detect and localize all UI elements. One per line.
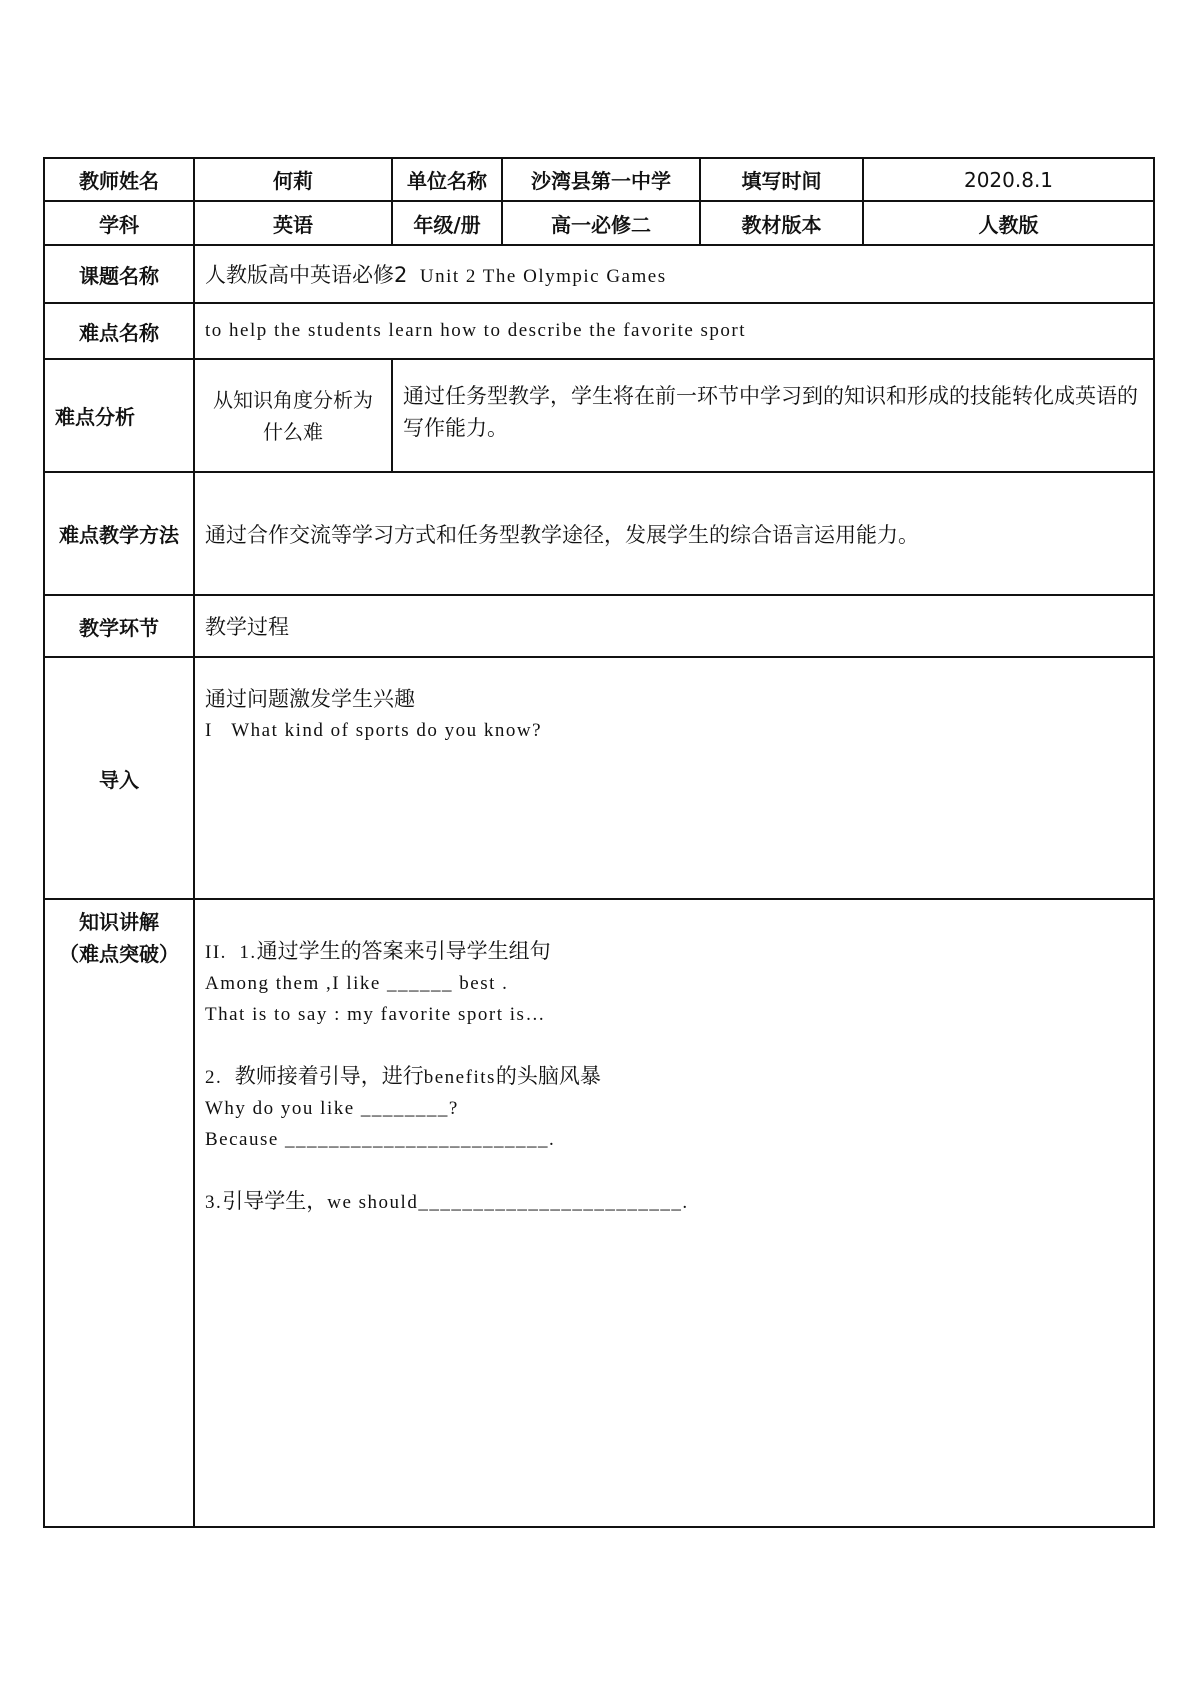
step3-heading: [205, 1186, 1143, 1218]
analysis-sub-label-line1: 从知识角度分析为: [213, 387, 373, 412]
spacer: [205, 1030, 1143, 1061]
step1-line-2: That is to say : my favorite sport is…: [205, 1004, 546, 1025]
intro-label: 导入: [44, 657, 194, 899]
date-label: 填写时间: [700, 158, 863, 201]
method-content: 通过合作交流等学习方式和任务型教学途径，发展学生的综合语言运用能力。: [194, 472, 1154, 595]
grade-label: 年级/册: [392, 201, 502, 245]
method-row: [44, 472, 1154, 595]
edition-label: 教材版本: [700, 201, 863, 245]
analysis-sub-label: [194, 359, 392, 472]
lesson-plan-table: [43, 157, 1155, 1528]
teacher-label: 教师姓名: [44, 158, 194, 201]
teacher-value: 何莉: [194, 158, 392, 201]
intro-line-2: I What kind of sports do you know?: [205, 720, 543, 741]
step2-line-1: Why do you like ________?: [205, 1098, 459, 1119]
spacer: [205, 1155, 1143, 1186]
subject-label: 学科: [44, 201, 194, 245]
topic-row: [44, 245, 1154, 303]
knowledge-row: [44, 899, 1154, 1527]
topic-value: [194, 245, 1154, 303]
step3-text: 引导学生，: [222, 1189, 328, 1213]
knowledge-label-line1: 知识讲解: [79, 910, 159, 934]
analysis-sub-label-line2: 什么难: [263, 419, 323, 444]
step3-line: we should________________________.: [327, 1192, 689, 1213]
analysis-row: [44, 359, 1154, 472]
step2-heading: [205, 1061, 1143, 1093]
step2-line-2: Because ________________________.: [205, 1129, 556, 1150]
header-row-2: [44, 201, 1154, 245]
lesson-plan-sheet: [43, 157, 1153, 1528]
difficulty-label: 难点名称: [44, 303, 194, 359]
topic-label: 课题名称: [44, 245, 194, 303]
step2-text-a: 教师接着引导，进行: [234, 1064, 424, 1088]
date-value: 2020.8.1: [863, 158, 1154, 201]
knowledge-content: [194, 899, 1154, 1527]
difficulty-row: [44, 303, 1154, 359]
knowledge-label-line2: （难点突破）: [59, 942, 179, 966]
intro-line-1: 通过问题激发学生兴趣: [205, 687, 415, 711]
step2-prefix: 2.: [205, 1067, 235, 1088]
edition-value: 人教版: [863, 201, 1154, 245]
step1-text: 通过学生的答案来引导学生组句: [256, 939, 551, 963]
knowledge-label: [44, 899, 194, 1527]
step2-text-c: 的头脑风暴: [495, 1064, 601, 1088]
grade-value: 高一必修二: [502, 201, 700, 245]
topic-value-cn: 人教版高中英语必修2: [205, 263, 408, 287]
process-content: 教学过程: [194, 595, 1154, 657]
subject-value: 英语: [194, 201, 392, 245]
step1-prefix: II. 1.: [205, 942, 257, 963]
difficulty-value: to help the students learn how to describe the favorite sport: [194, 303, 1154, 359]
unit-label: 单位名称: [392, 158, 502, 201]
process-label: 教学环节: [44, 595, 194, 657]
method-label: 难点教学方法: [44, 472, 194, 595]
unit-value: 沙湾县第一中学: [502, 158, 700, 201]
analysis-label: 难点分析: [44, 359, 194, 472]
topic-value-en: Unit 2 The Olympic Games: [407, 266, 667, 287]
process-row: [44, 595, 1154, 657]
step1-line-1: Among them ,I like ______ best .: [205, 973, 509, 994]
step1-heading: [205, 936, 1143, 968]
step2-text-b: benefits: [423, 1067, 496, 1088]
header-row-1: [44, 158, 1154, 201]
intro-row: [44, 657, 1154, 899]
intro-content: [194, 657, 1154, 899]
step3-prefix: 3.: [205, 1192, 223, 1213]
analysis-content: 通过任务型教学，学生将在前一环节中学习到的知识和形成的技能转化成英语的写作能力。: [392, 359, 1154, 472]
